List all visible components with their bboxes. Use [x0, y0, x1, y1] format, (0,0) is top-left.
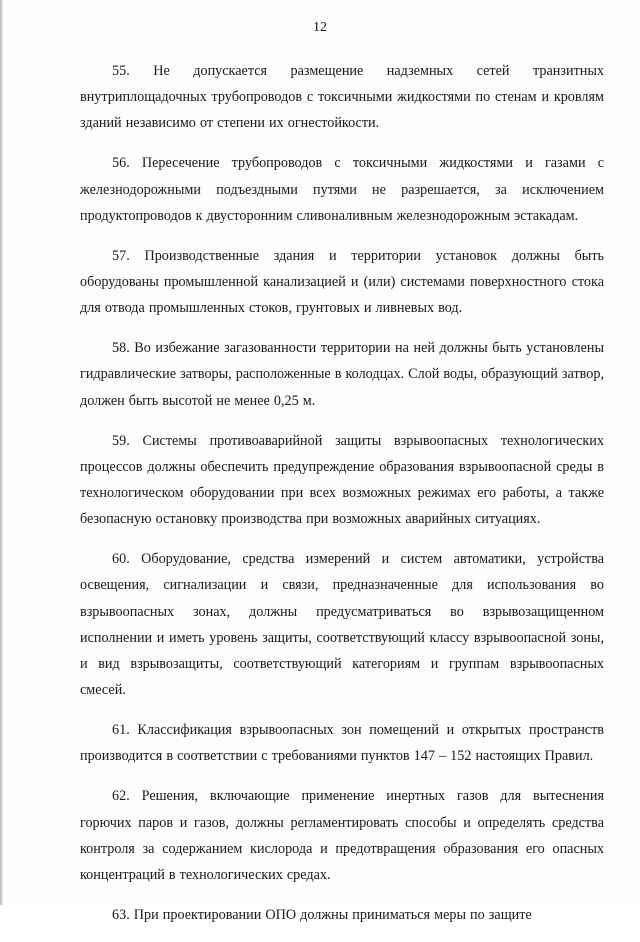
paragraph-58: 58. Во избежание загазованности территории на ней должны быть установлены гидравлические затворы, расположенные в колодцах. Слой воды, образующий затвор, должен быть высотой не менее 0,25 м.: [80, 340, 604, 409]
paragraph-59: 59. Системы противоаварийной защиты взрывоопасных технологических процессов должны обеспечить предупреждение образования взрывоопасной среды в технологическом оборудовании при всех возможных режимах его работы, а также безопасную остановку производства при возможных аварийных ситуациях.: [80, 432, 604, 528]
page-number: 12: [313, 20, 327, 35]
paragraph-61: 61. Классификация взрывоопасных зон помещений и открытых пространств производится в соответствии с требованиями пунктов 147 – 152 настоящих Правил.: [80, 722, 604, 765]
paragraph-60: 60. Оборудование, средства измерений и систем автоматики, устройства освещения, сигнализации и связи, предназначенные для использования во взрывоопасных зонах, должны предусматриваться во взрывозащищенном исполнении и иметь уровень защиты, соответствующий классу взрывоопасной зоны, и вид взрывозащиты, соответствующий категориям и группам взрывоопасных смесей.: [80, 551, 604, 699]
paragraph-62: 62. Решения, включающие применение инертных газов для вытеснения горючих паров и газов, должны регламентировать способы и определять средства контроля за содержанием кислорода и предотвращения образования его опасных концентраций в технологических средах.: [80, 788, 604, 884]
scan-edge: [0, 0, 3, 905]
paragraph-55: 55. Не допускается размещение надземных сетей транзитных внутриплощадочных трубопроводов с токсичными жидкостями по стенам и кровлям зданий независимо от степени их огнестойкости.: [80, 63, 604, 132]
paragraph-63: 63. При проектировании ОПО должны приниматься меры по защите: [112, 907, 532, 924]
document-body: [80, 58, 604, 942]
paragraph-57: 57. Производственные здания и территории установок должны быть оборудованы промышленной канализацией и (или) системами поверхностного стока для отвода промышленных стоков, грунтовых и ливневых вод.: [80, 247, 604, 317]
paragraph-56: 56. Пересечение трубопроводов с токсичными жидкостями и газами с железнодорожными подъездными путями не разрешается, за исключением продуктопроводов к двусторонним сливоналивным железнодорожным эстакадам.: [80, 155, 604, 224]
